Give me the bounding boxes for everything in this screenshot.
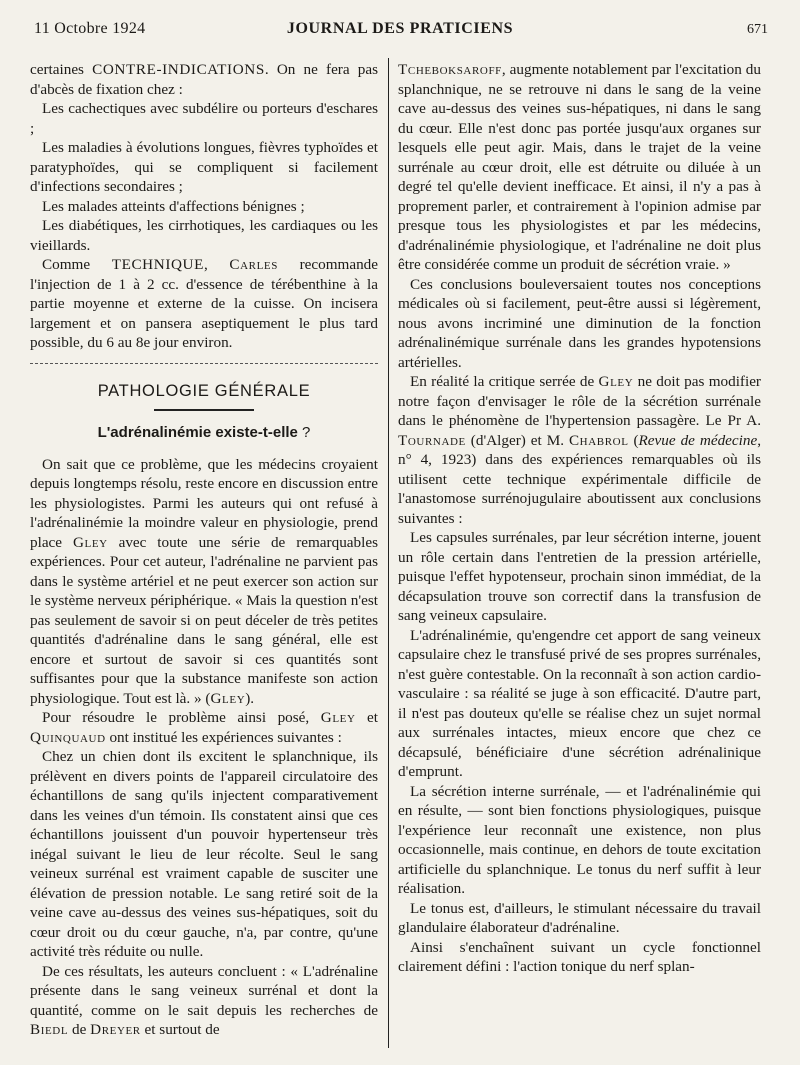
contraindications-label: CONTRE-INDICATIONS xyxy=(92,61,265,78)
running-head xyxy=(30,18,770,44)
article-paragraph: Ainsi s'enchaînent suivant un cycle fonctionnel clairement défini : l'action tonique du nerf splan- xyxy=(398,938,761,975)
journal-reference: Revue de médecine xyxy=(638,431,758,449)
author-chabrol: Chabrol xyxy=(568,431,629,449)
journal-name: JOURNAL DES PRATICIENS xyxy=(286,20,514,37)
article-title: L'adrénalinémie existe-t-elle ? xyxy=(97,424,311,441)
article-paragraph: Le tonus est, d'ailleurs, le stimulant nécessaire du travail glandulaire élaborateur d'adrénaline. xyxy=(398,899,761,936)
author-quinquaud: Quinquaud xyxy=(30,728,106,746)
article-paragraph: Pour résoudre le problème ainsi posé, Gley et Quinquaud ont institué les expériences suivantes : xyxy=(30,709,378,746)
technique-paragraph: Comme TECHNIQUE, Carles recommande l'injection de 1 à 2 cc. d'essence de térébenthine à la partie moyenne et externe de la cuisse. On incisera largement et on pansera aseptiquement le plus tard possible, du 6 au 8e jour environ. xyxy=(30,256,379,351)
section-title: PATHOLOGIE GÉNÉRALE xyxy=(97,381,311,400)
author-gley: Gley xyxy=(210,689,246,707)
contraindication-item: Les maladies à évolutions longues, fièvres typhoïdes et paratyphoïdes, qui se compliquent si facilement d'infections secondaires ; xyxy=(30,139,378,195)
article-paragraph: L'adrénalinémie, qu'engendre cet apport de sang veineux capsulaire chez le transfusé privé de ses propres surrénales, n'est guère contestable. On la reconnaît à son action cardio-vasculaire : sa réalité se juge à son efficacité. D'autre part, il n'est pas douteux qu'elle se réalise chez un sujet normal aux surrénales intactes, mieux encore que chez ce décapsulé, bénéficiaire d'une sécrétion adrénalinique d'emprunt. xyxy=(398,626,761,780)
author-tournade: Tournade xyxy=(398,431,466,449)
article-paragraph: Tcheboksaroff, augmente notablement par l'excitation du splanchnique, ne se retrouve ni dans le sang de la veine cave au-dessus des veines sus-hépatiques, ni dans le sang du cœur. Elle n'est donc pas portée jusqu'aux organes sur lesquels elle peut agir. Mais, dans le trajet de la veine surrénale au cœur droit, elle est détruite ou diluée à un degré tel qu'elle devient inefficace. Et ainsi, il n'y a pas à proprement parler, et contrairement à l'opinion admise par presque tous les physiologistes et par les médecins, d'adrénalinémie physiologique, et l'adrénaline ne doit plus être considérée comme un produit de sécrétion vraie. » xyxy=(398,61,761,273)
section-title-underline xyxy=(154,409,254,411)
author-tcheboksaroff: Tcheboksaroff xyxy=(398,61,502,78)
column-divider xyxy=(388,58,389,1048)
technique-label: TECHNIQUE xyxy=(111,256,204,273)
author-gley: Gley xyxy=(598,373,634,390)
contraindication-item: Les cachectiques avec subdélire ou porteurs d'eschares ; xyxy=(30,100,378,137)
article-paragraph: On sait que ce problème, que les médecins croyaient depuis longtemps résolu, reste encore en discussion entre les physiologistes. Parmi les auteurs qui ont refusé à l'adrénalinémie la moindre valeur en physiologie, prend place Gley avec toute une série de remarquables expériences. Pour cet auteur, l'adrénaline ne parvient pas dans le système artériel et ne peut exercer son action sur le système nerveux périphérique. « Mais la question n'est pas seulement de savoir si on peut déceler de très petites quantités d'adrénaline dans le sang général, elle est encore et surtout de savoir si ces quantités sont suffisantes pour que la substance manifeste son action physiologique. Tout est là. » (Gley). xyxy=(30,455,378,707)
author-carles: Carles xyxy=(229,256,278,273)
issue-date: 11 Octobre 1924 xyxy=(34,20,146,37)
author-gley: Gley xyxy=(320,709,356,726)
article-paragraph: Chez un chien dont ils excitent le splanchnique, ils prélèvent en divers points de l'appareil circulatoire des échantillons de sang qu'ils injectent comparativement dans les veines d'un témoin. Ils constatent ainsi que ces échantillons jouissent d'un pouvoir hypertenseur très inégal suivant le lieu de leur récolte. Seul le sang veineux surrénal est vraiment capable de susciter une élévation de pression notable. Le sang retiré soit de la veine cave au-dessus des veines sus-hépatiques, soit du cœur droit ou du cœur gauche, n'a, par contre, qu'une activité très réduite ou nulle. xyxy=(30,748,378,960)
author-biedl: Biedl xyxy=(30,1021,69,1038)
article-paragraph: Les capsules surrénales, par leur sécrétion interne, jouent un rôle certain dans l'entretien de la pression artérielle, puisque l'effet hypotenseur, prochain sinon immédiat, de la décapsulation trouve son correctif dans la transfusion de sang veineux capsulaire. xyxy=(398,529,761,624)
author-dreyer: Dreyer xyxy=(90,1021,141,1038)
article-paragraph: Ces conclusions bouleversaient toutes nos conceptions médicales où si facilement, peut-être aussi si légèrement, nous avons incriminé une diminution de la fonction adrénalinémique surrénale dans les grandes hypotensions artérielles. xyxy=(398,275,761,371)
article-paragraph: De ces résultats, les auteurs concluent : « L'adrénaline présente dans le sang veineux surrénal et dont la quantité, comme on le sait depuis les recherches de Biedl de Dreyer et surtout de xyxy=(30,962,378,1038)
right-column xyxy=(398,60,761,977)
contraindication-item: Les diabétiques, les cirrhotiques, les cardiaques ou les vieillards. xyxy=(30,217,378,254)
article-paragraph: En réalité la critique serrée de Gley ne doit pas modifier notre façon d'envisager le rôle de la sécrétion surrénale dans le phénomène de l'hypertension passagère. Le Pr A. Tournade (d'Alger) et M. Chabrol (Revue de médecine, n° 4, 1923) dans des expériences remarquables où ils utilisent cette technique expérimentale difficile de l'anastomose surrénojugulaire aboutissent aux conclusions suivantes : xyxy=(398,373,761,527)
contraindication-item: Les malades atteints d'affections bénignes ; xyxy=(42,197,305,215)
page-number: 671 xyxy=(747,22,768,37)
article-paragraph: La sécrétion interne surrénale, — et l'adrénalinémie qui en résulte, — sont bien fonctions physiologiques, puisque l'expérience leur reconnaît une existence, non plus occasionnelle, mais continue, en dehors de toute excitation artificielle du splanchnique. Le tonus du nerf suffit à leur réalisation. xyxy=(398,782,761,897)
author-gley: Gley xyxy=(72,533,108,551)
section-separator xyxy=(30,363,378,364)
contraindications-intro: certaines CONTRE-INDICATIONS. On ne fera pas d'abcès de fixation chez : xyxy=(30,61,378,98)
left-column xyxy=(30,60,378,1040)
